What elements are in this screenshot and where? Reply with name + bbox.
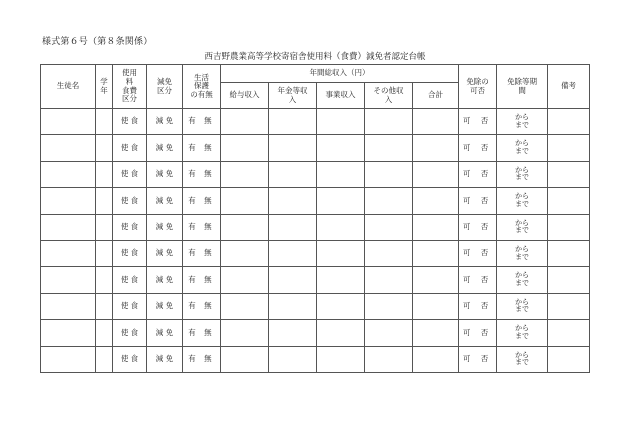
reduction-ledger-table bbox=[40, 64, 590, 373]
period-cell bbox=[497, 320, 548, 346]
approval-cell: 可 否 bbox=[459, 135, 497, 161]
header-business-income: 事業収入 bbox=[317, 83, 365, 109]
period-cell bbox=[497, 188, 548, 214]
period-to: まで bbox=[515, 358, 530, 367]
welfare-cell: 有 無 bbox=[183, 320, 221, 346]
grade-cell[interactable] bbox=[96, 161, 113, 187]
table-row bbox=[41, 214, 590, 240]
usage-cell: 使 食 bbox=[113, 267, 147, 293]
grade-cell[interactable] bbox=[96, 240, 113, 266]
table-row bbox=[41, 346, 590, 372]
period-cell bbox=[497, 214, 548, 240]
student-name-cell[interactable] bbox=[41, 161, 96, 187]
table-row bbox=[41, 161, 590, 187]
business-income-cell[interactable] bbox=[317, 109, 365, 135]
pension-income-cell[interactable] bbox=[269, 267, 317, 293]
grade-cell[interactable] bbox=[96, 135, 113, 161]
pension-income-cell[interactable] bbox=[269, 293, 317, 319]
period-cell bbox=[497, 135, 548, 161]
welfare-cell: 有 無 bbox=[183, 293, 221, 319]
table-row bbox=[41, 240, 590, 266]
remarks-cell[interactable] bbox=[548, 267, 590, 293]
remarks-cell[interactable] bbox=[548, 320, 590, 346]
welfare-cell: 有 無 bbox=[183, 135, 221, 161]
remarks-cell[interactable] bbox=[548, 293, 590, 319]
reduction-cell: 減 免 bbox=[147, 320, 183, 346]
pension-income-cell[interactable] bbox=[269, 320, 317, 346]
period-cell bbox=[497, 267, 548, 293]
grade-cell[interactable] bbox=[96, 320, 113, 346]
reduction-cell: 減 免 bbox=[147, 188, 183, 214]
remarks-cell[interactable] bbox=[548, 214, 590, 240]
business-income-cell[interactable] bbox=[317, 188, 365, 214]
total-income-cell[interactable] bbox=[413, 267, 459, 293]
header-reduction-category: 減免 区分 bbox=[147, 65, 183, 109]
salary-income-cell[interactable] bbox=[221, 293, 269, 319]
period-to: まで bbox=[515, 120, 530, 129]
period-cell bbox=[497, 240, 548, 266]
approval-cell: 可 否 bbox=[459, 214, 497, 240]
approval-cell: 可 否 bbox=[459, 267, 497, 293]
period-to: まで bbox=[515, 252, 530, 261]
approval-cell: 可 否 bbox=[459, 320, 497, 346]
student-name-cell[interactable] bbox=[41, 214, 96, 240]
period-from: から bbox=[515, 350, 530, 359]
period-from: から bbox=[515, 244, 530, 253]
reduction-cell: 減 免 bbox=[147, 161, 183, 187]
period-cell bbox=[497, 293, 548, 319]
period-cell bbox=[497, 109, 548, 135]
table-row bbox=[41, 135, 590, 161]
header-pension-income: 年金等収 入 bbox=[269, 83, 317, 109]
salary-income-cell[interactable] bbox=[221, 267, 269, 293]
grade-cell[interactable] bbox=[96, 214, 113, 240]
table-row bbox=[41, 109, 590, 135]
salary-income-cell[interactable] bbox=[221, 214, 269, 240]
remarks-cell[interactable] bbox=[548, 161, 590, 187]
total-income-cell[interactable] bbox=[413, 188, 459, 214]
student-name-cell[interactable] bbox=[41, 346, 96, 372]
header-remarks: 備考 bbox=[548, 65, 590, 109]
total-income-cell[interactable] bbox=[413, 320, 459, 346]
business-income-cell[interactable] bbox=[317, 161, 365, 187]
other-income-cell[interactable] bbox=[365, 161, 413, 187]
other-income-cell[interactable] bbox=[365, 267, 413, 293]
header-usage-fee-category: 使用 料 食費 区分 bbox=[113, 65, 147, 109]
business-income-cell[interactable] bbox=[317, 320, 365, 346]
business-income-cell[interactable] bbox=[317, 346, 365, 372]
total-income-cell[interactable] bbox=[413, 109, 459, 135]
pension-income-cell[interactable] bbox=[269, 346, 317, 372]
salary-income-cell[interactable] bbox=[221, 346, 269, 372]
other-income-cell[interactable] bbox=[365, 293, 413, 319]
other-income-cell[interactable] bbox=[365, 320, 413, 346]
remarks-cell[interactable] bbox=[548, 240, 590, 266]
welfare-cell: 有 無 bbox=[183, 240, 221, 266]
approval-cell: 可 否 bbox=[459, 188, 497, 214]
total-income-cell[interactable] bbox=[413, 293, 459, 319]
period-from: から bbox=[515, 139, 530, 148]
remarks-cell[interactable] bbox=[548, 346, 590, 372]
salary-income-cell[interactable] bbox=[221, 320, 269, 346]
total-income-cell[interactable] bbox=[413, 214, 459, 240]
table-row bbox=[41, 320, 590, 346]
business-income-cell[interactable] bbox=[317, 267, 365, 293]
period-to: まで bbox=[515, 173, 530, 182]
other-income-cell[interactable] bbox=[365, 188, 413, 214]
pension-income-cell[interactable] bbox=[269, 214, 317, 240]
pension-income-cell[interactable] bbox=[269, 161, 317, 187]
remarks-cell[interactable] bbox=[548, 135, 590, 161]
student-name-cell[interactable] bbox=[41, 188, 96, 214]
reduction-cell: 減 免 bbox=[147, 346, 183, 372]
student-name-cell[interactable] bbox=[41, 267, 96, 293]
approval-cell: 可 否 bbox=[459, 293, 497, 319]
total-income-cell[interactable] bbox=[413, 135, 459, 161]
grade-cell[interactable] bbox=[96, 188, 113, 214]
reduction-cell: 減 免 bbox=[147, 214, 183, 240]
header-student-name: 生徒名 bbox=[41, 65, 96, 109]
period-from: から bbox=[515, 192, 530, 201]
business-income-cell[interactable] bbox=[317, 214, 365, 240]
grade-cell[interactable] bbox=[96, 346, 113, 372]
header-other-income: その他収 入 bbox=[365, 83, 413, 109]
header-welfare: 生活 保護 の有無 bbox=[183, 65, 221, 109]
period-to: まで bbox=[515, 305, 530, 314]
usage-cell: 使 食 bbox=[113, 320, 147, 346]
header-approval: 免除の 可否 bbox=[459, 65, 497, 109]
period-from: から bbox=[515, 113, 530, 121]
table-row bbox=[41, 293, 590, 319]
welfare-cell: 有 無 bbox=[183, 346, 221, 372]
header-grade: 学 年 bbox=[96, 65, 113, 109]
grade-cell[interactable] bbox=[96, 267, 113, 293]
reduction-cell: 減 免 bbox=[147, 267, 183, 293]
pension-income-cell[interactable] bbox=[269, 109, 317, 135]
header-salary-income: 給与収入 bbox=[221, 83, 269, 109]
student-name-cell[interactable] bbox=[41, 293, 96, 319]
approval-cell: 可 否 bbox=[459, 346, 497, 372]
welfare-cell: 有 無 bbox=[183, 161, 221, 187]
period-cell bbox=[497, 161, 548, 187]
business-income-cell[interactable] bbox=[317, 135, 365, 161]
period-cell bbox=[497, 346, 548, 372]
other-income-cell[interactable] bbox=[365, 135, 413, 161]
salary-income-cell[interactable] bbox=[221, 109, 269, 135]
student-name-cell[interactable] bbox=[41, 240, 96, 266]
reduction-cell: 減 免 bbox=[147, 135, 183, 161]
pension-income-cell[interactable] bbox=[269, 188, 317, 214]
period-from: から bbox=[515, 271, 530, 280]
usage-cell: 使 食 bbox=[113, 240, 147, 266]
grade-cell[interactable] bbox=[96, 293, 113, 319]
total-income-cell[interactable] bbox=[413, 161, 459, 187]
remarks-cell[interactable] bbox=[548, 188, 590, 214]
other-income-cell[interactable] bbox=[365, 346, 413, 372]
pension-income-cell[interactable] bbox=[269, 135, 317, 161]
reduction-cell: 減 免 bbox=[147, 109, 183, 135]
salary-income-cell[interactable] bbox=[221, 188, 269, 214]
salary-income-cell[interactable] bbox=[221, 240, 269, 266]
period-to: まで bbox=[515, 226, 530, 235]
period-to: まで bbox=[515, 147, 530, 156]
salary-income-cell[interactable] bbox=[221, 135, 269, 161]
approval-cell: 可 否 bbox=[459, 161, 497, 187]
form-number: 様式第６号（第８条関係） bbox=[42, 37, 153, 47]
pension-income-cell[interactable] bbox=[269, 240, 317, 266]
other-income-cell[interactable] bbox=[365, 240, 413, 266]
usage-cell: 使 食 bbox=[113, 188, 147, 214]
welfare-cell: 有 無 bbox=[183, 267, 221, 293]
other-income-cell[interactable] bbox=[365, 214, 413, 240]
usage-cell: 使 食 bbox=[113, 214, 147, 240]
usage-cell: 使 食 bbox=[113, 135, 147, 161]
student-name-cell[interactable] bbox=[41, 109, 96, 135]
reduction-cell: 減 免 bbox=[147, 240, 183, 266]
welfare-cell: 有 無 bbox=[183, 109, 221, 135]
other-income-cell[interactable] bbox=[365, 109, 413, 135]
grade-cell[interactable] bbox=[96, 109, 113, 135]
business-income-cell[interactable] bbox=[317, 240, 365, 266]
period-from: から bbox=[515, 297, 530, 306]
total-income-cell[interactable] bbox=[413, 240, 459, 266]
usage-cell: 使 食 bbox=[113, 346, 147, 372]
document-title: 西吉野農業高等学校寄宿舎使用料（食費）減免者認定台帳 bbox=[204, 52, 426, 62]
approval-cell: 可 否 bbox=[459, 240, 497, 266]
total-income-cell[interactable] bbox=[413, 346, 459, 372]
business-income-cell[interactable] bbox=[317, 293, 365, 319]
usage-cell: 使 食 bbox=[113, 293, 147, 319]
approval-cell: 可 否 bbox=[459, 109, 497, 135]
period-to: まで bbox=[515, 199, 530, 208]
period-from: から bbox=[515, 165, 530, 174]
student-name-cell[interactable] bbox=[41, 320, 96, 346]
ledger-body bbox=[41, 109, 590, 373]
reduction-cell: 減 免 bbox=[147, 293, 183, 319]
period-to: まで bbox=[515, 331, 530, 340]
header-total-income: 合計 bbox=[413, 83, 459, 109]
period-from: から bbox=[515, 324, 530, 333]
student-name-cell[interactable] bbox=[41, 135, 96, 161]
header-period: 免除等期 間 bbox=[497, 65, 548, 109]
header-annual-income: 年間総収入（円） bbox=[221, 65, 459, 83]
usage-cell: 使 食 bbox=[113, 161, 147, 187]
table-row bbox=[41, 267, 590, 293]
period-from: から bbox=[515, 218, 530, 227]
remarks-cell[interactable] bbox=[548, 109, 590, 135]
period-to: まで bbox=[515, 279, 530, 288]
table-row bbox=[41, 188, 590, 214]
welfare-cell: 有 無 bbox=[183, 188, 221, 214]
welfare-cell: 有 無 bbox=[183, 214, 221, 240]
usage-cell: 使 食 bbox=[113, 109, 147, 135]
salary-income-cell[interactable] bbox=[221, 161, 269, 187]
